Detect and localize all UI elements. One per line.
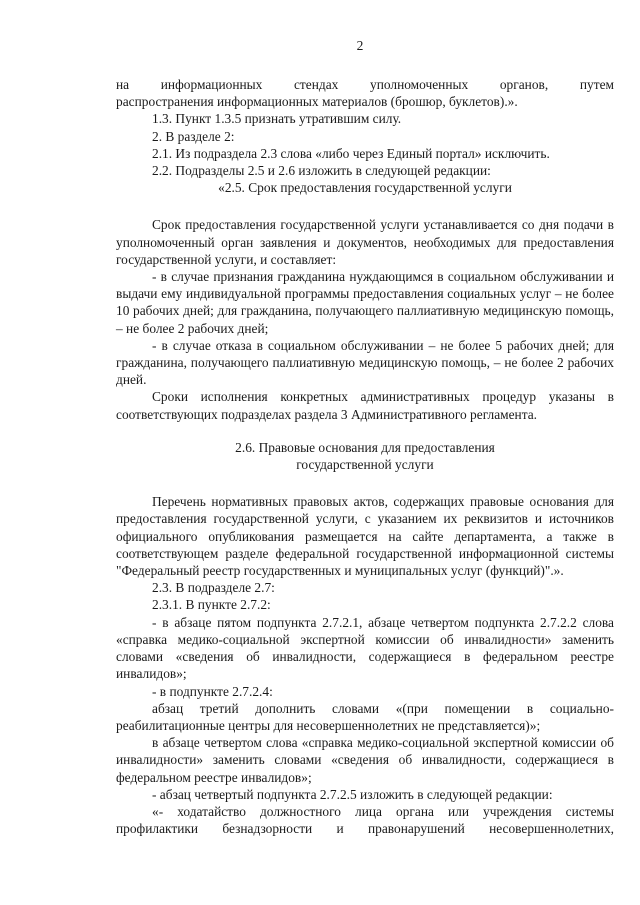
paragraph: «- ходатайство должностного лица органа или учреждения системы профилактики безнадзорности и правонарушений несовершеннолетних, <box>116 803 614 837</box>
paragraph: - в подпункте 2.7.2.4: <box>152 683 273 699</box>
paragraph: 2.2. Подразделы 2.5 и 2.6 изложить в следующей редакции: <box>152 163 491 179</box>
paragraph: - в случае признания гражданина нуждающимся в социальном обслуживании и выдачи ему индивидуальной программы предоставления социальных услуг – не более 10 рабочих дней; для гражданина, получающего паллиативную медицинскую помощь, – не более 2 рабочих дней; <box>116 269 614 336</box>
document-body <box>116 76 614 837</box>
paragraph: распространения информационных материалов (брошюр, буклетов).». <box>116 94 518 110</box>
paragraph: Перечень нормативных правовых актов, содержащих правовые основания для предоставления государственной услуги, с указанием их реквизитов и источников официального опубликования размещается на сайте департамента, а также в соответствующем разделе федеральной государственной информационной системы "Федеральный реестр государственных и муниципальных услуг (функций)".». <box>116 494 614 579</box>
paragraph: Срок предоставления государственной услуги устанавливается со дня подачи в уполномоченный орган заявления и документов, необходимых для предоставления государственной услуги, и составляет: <box>116 217 614 267</box>
paragraph-gap <box>116 423 614 439</box>
paragraph: Сроки исполнения конкретных административных процедур указаны в соответствующих подразделах раздела 3 Административного регламента. <box>116 389 614 422</box>
paragraph: 2.3.1. В пункте 2.7.2: <box>152 597 271 613</box>
paragraph-gap <box>116 196 614 216</box>
paragraph: - в абзаце пятом подпункта 2.7.2.1, абзаце четвертом подпункта 2.7.2.2 слова «справка медико-социальной экспертной комиссии об инвалидности» заменить словами «сведения об инвалидности, содержащиеся в федеральном реестре инвалидов»; <box>116 614 614 682</box>
paragraph: на информационных стендах уполномоченных органов, путем <box>116 77 614 92</box>
paragraph: 2.1. Из подраздела 2.3 слова «либо через Единый портал» исключить. <box>152 145 550 161</box>
paragraph: абзац третий дополнить словами «(при помещении в социально-реабилитационные центры для несовершеннолетних не представляется)»; <box>116 700 614 733</box>
paragraph: 2.3. В подразделе 2.7: <box>152 580 275 596</box>
paragraph-gap <box>116 473 614 493</box>
paragraph: «2.5. Срок предоставления государственной услуги <box>218 180 512 196</box>
paragraph: 2. В разделе 2: <box>152 128 235 144</box>
paragraph: 2.6. Правовые основания для предоставления <box>235 439 495 455</box>
page-number: 2 <box>356 38 364 53</box>
paragraph: 1.3. Пункт 1.3.5 признать утратившим силу. <box>152 111 402 127</box>
paragraph: - абзац четвертый подпункта 2.7.2.5 изложить в следующей редакции: <box>152 786 553 802</box>
paragraph: в абзаце четвертом слова «справка медико-социальной экспертной комиссии об инвалидности» заменить словами «сведения об инвалидности, содержащиеся в федеральном реестре инвалидов»; <box>116 735 614 785</box>
paragraph: государственной услуги <box>296 457 434 473</box>
paragraph: - в случае отказа в социальном обслуживании – не более 5 рабочих дней; для гражданина, получающего паллиативную медицинскую помощь, – не более 2 рабочих дней. <box>116 337 614 388</box>
